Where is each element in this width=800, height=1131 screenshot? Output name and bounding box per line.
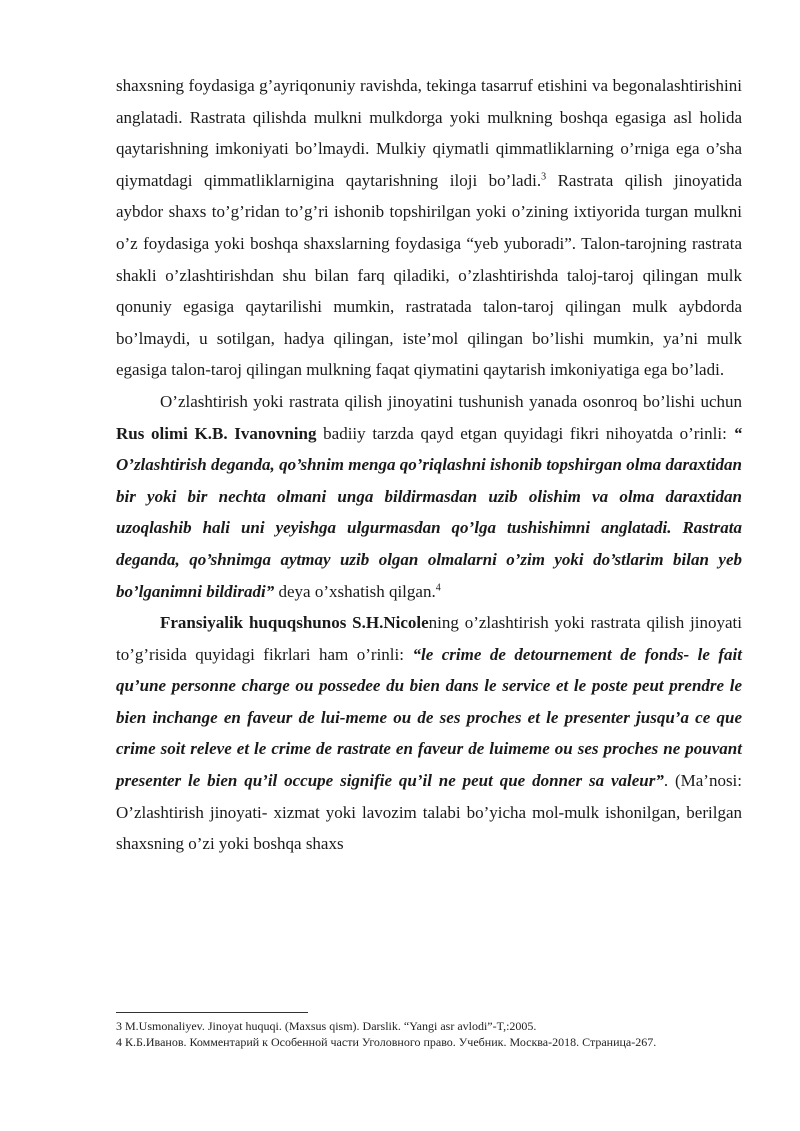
body-text xyxy=(116,70,742,860)
paragraph-2: O’zlashtirish yoki rastrata qilish jinoyatini tushunish yanada osonroq bo’lishi uchun Rus olimi K.B. Ivanovning badiiy tarzda qayd etgan quyidagi fikri nihoyatda o’rinli: “ O’zlashtirish deganda, qo’shnim menga qo’riqlashni ishonib topshirgan olma daraxtidan bir yoki bir nechta olmani unga bildirmasdan uzib olishim va olma daraxtidan uzoqlashib hali uni yeyishga ulgurmasdan qo’lga tushishimni anglatadi. Rastrata deganda, qo’shnimga aytmay uzib olgan olmalarni o’zim yoki do’stlarim bilan yeb bo’lganimni bildiradi” deya o’xshatish qilgan.$^4$ xyxy=(116,391,742,601)
footnote-4: 4 К.Б.Иванов. Комментарий к Особенной части Уголовного право. Учебник. Москва-2018. Страница-267. xyxy=(116,1035,657,1049)
footnotes xyxy=(116,1018,756,1050)
paragraph-1: shaxsning foydasiga g’ayriqonuniy ravishda, tekinga tasarruf etishini va begonalashtirishini anglatadi. Rastrata qilishda mulkni mulkdorga yoki mulkning boshqa egasiga asl holida qaytarishning imkoniyati bo’lmaydi. Mulkiy qiymatli qimmatliklarning o’rniga ega o’sha qiymatdagi qimmatliklarnigina qaytarishning iloji bo’ladi.$^3$ Rastrata qilish jinoyatida aybdor shaxs to’g’ridan to’g’ri ishonib topshirilgan yoki o’zining ixtiyorida turgan mulkni o’z foydasiga yoki boshqa shaxslarning foydasiga “yeb yuboradi”. Talon-tarojning rastrata shakli o’zlashtirishdan shu bilan farq qiladiki, o’zlashtirishda taloj-taroj qilingan mulk qonuniy egasiga qaytarilishi mumkin, rastratada talon-taroj qilingan mulk aybdorda bo’lmaydi, u sotilgan, hadya qilingan, iste’mol qilingan bo’lishi mumkin, ya’ni mulk egasiga talon-taroj qilingan mulkning faqat qiymatini qaytarish imkoniyatiga ega bo’ladi. xyxy=(116,76,743,380)
nicole-quote: “le crime de detournement de fonds- le fait qu’une personne charge ou possedee du bien dans le service et le poste peut prendre le bien inchange en faveur de lui-meme ou de ses proches et le presenter jusqu’a ce que crime soit releve et le crime de rastrate en faveur de luimeme ou ses proches ne pouvant presenter le bien qu’il occupe signifie qu’il ne peut que donner sa valeur” xyxy=(116,644,742,791)
author-ivanov: Rus olimi K.B. Ivanovning xyxy=(116,423,317,443)
ivanov-quote: “ O’zlashtirish deganda, qo’shnim menga qo’riqlashni ishonib topshirgan olma daraxtidan bir yoki bir nechta olmani unga bildirmasdan uzib olishim va olma daraxtidan uzoqlashib hali uni yeyishga ulgurmasdan qo’lga tushishimni anglatadi. Rastrata deganda, qo’shnimga aytmay uzib olgan olmalarni o’zim yoki do’stlarim bilan yeb bo’lganimni bildiradi” xyxy=(116,423,742,601)
footnote-ref-3[interactable]: 3 xyxy=(541,171,547,183)
footnote-3: 3 M.Usmonaliyev. Jinoyat huquqi. (Maxsus qism). Darslik. “Yangi asr avlodi”-T,:2005. xyxy=(116,1019,537,1033)
author-nicole: Fransiyalik huquqshunos S.H.Nicole xyxy=(160,613,429,633)
paragraph-3: Fransiyalik huquqshunos S.H.Nicolening o’zlashtirish yoki rastrata qilish jinoyati to’g’risida quyidagi fikrlari ham o’rinli: “le crime de detournement de fonds- le fait qu’une personne charge ou possedee du bien dans le service et le poste peut prendre le bien inchange en faveur de lui-meme ou de ses proches et le presenter jusqu’a ce que crime soit releve et le crime de rastrate en faveur de luimeme ou ses proches ne pouvant presenter le bien qu’il occupe signifie qu’il ne peut que donner sa valeur”. (Ma’nosi: O’zlashtirish jinoyati- xizmat yoki lavozim talabi bo’yicha mol-mulk ishonilgan, berilgan shaxsning o’zi yoki boshqa shaxs xyxy=(116,613,743,854)
footnote-ref-4[interactable]: 4 xyxy=(435,581,441,593)
footnote-divider xyxy=(116,1012,308,1013)
